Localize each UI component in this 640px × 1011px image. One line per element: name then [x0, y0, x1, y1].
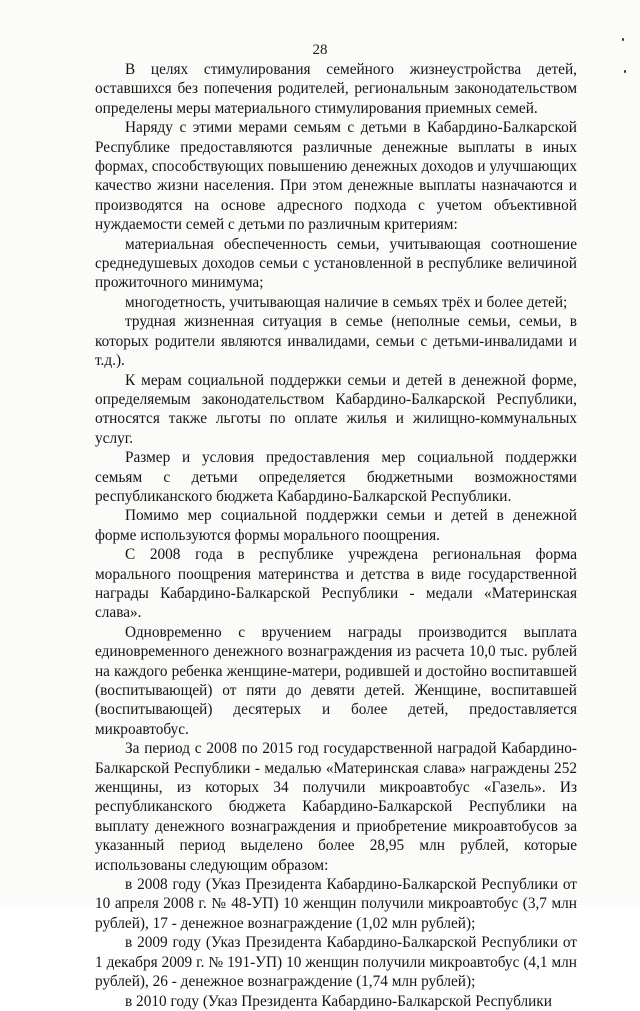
paragraph-foster-families: В целях стимулирования семейного жизнеустройства детей, оставшихся без попечения родителей, региональным законодательством определены меры материального стимулирования приемных семей.: [95, 61, 577, 117]
page-number: 28: [312, 42, 328, 58]
paragraph-awards-summary: За период с 2008 по 2015 год государственной наградой Кабардино-Балкарской Республики - медалью «Материнская слава» награждены 252 женщины, из которых 34 получили микроавтобус «Газель». Из республиканского бюджета Кабардино-Балкарской Республики на выплату денежного вознаграждения и приобретение микроавтобусов за указанный период выделено более 28,95 млн рублей, которые использованы следующим образом:: [95, 740, 577, 874]
paragraph-moral-encouragement: Помимо мер социальной поддержки семьи и детей в денежной форме используются формы морального поощрения.: [95, 507, 577, 544]
paragraph-criterion-large-family: многодетность, учитывающая наличие в семьях трёх и более детей;: [125, 293, 568, 311]
paragraph-lump-sum: Одновременно с вручением награды производится выплата единовременного денежного вознаграждения из расчета 10,0 тыс. рублей на каждого ребенка женщине-матери, родившей и достойно воспитавшей (воспитывающей) от пяти до девяти детей. Женщине, воспитавшей (воспитывающей) десятерых и более детей, предоставляется микроавтобус.: [95, 623, 577, 738]
paragraph-criterion-hardship: трудная жизненная ситуация в семье (неполные семьи, семьи, в которых родители являются инвалидами, семьи с детьми-инвалидами и т.д.).: [95, 313, 577, 370]
scan-speck: [622, 38, 624, 41]
paragraph-medal-established: С 2008 года в республике учреждена региональная форма морального поощрения материнства и детства в виде государственной награды Кабардино-Балкарской Республики - медали «Материнская слава».: [95, 546, 577, 622]
scan-speck: [624, 70, 626, 73]
paragraph-budget-conditions: Размер и условия предоставления мер социальной поддержки семьям с детьми определяется бюджетными возможностями республиканского бюджета Кабардино-Балкарской Республики.: [95, 449, 577, 505]
paragraph-cash-payments: Наряду с этими мерами семьям с детьми в Кабардино-Балкарской Республике предоставляются различные денежные выплаты в иных формах, способствующих повышению денежных доходов и улучшающих качество жизни населения. При этом денежные выплаты назначаются и производятся на основе адресного подхода с учетом объективной нуждаемости семей с детьми по различным критериям:: [95, 119, 577, 234]
paragraph-housing-benefits: К мерам социальной поддержки семьи и детей в денежной форме, определяемым законодательством Кабардино-Балкарской Республики, относятся также льготы по оплате жилья и жилищно-коммунальных услуг.: [95, 371, 577, 447]
paragraph-criterion-income: материальная обеспеченность семьи, учитывающая соотношение среднедушевых доходов семьи с установленной в республике величиной прожиточного минимума;: [95, 235, 577, 292]
paragraph-year-2008: в 2008 году (Указ Президента Кабардино-Балкарской Республики от 10 апреля 2008 г. № 48-УП) 10 женщин получили микроавтобус (3,7 млн рублей), 17 - денежное вознаграждение (1,02 млн рублей);: [95, 876, 577, 932]
paragraph-year-2010: в 2010 году (Указ Президента Кабардино-Балкарской Республики: [125, 992, 552, 1010]
paragraph-year-2009: в 2009 году (Указ Президента Кабардино-Балкарской Республики от 1 декабря 2009 г. № 191-УП) 10 женщин получили микроавтобус (4,1 млн рублей), 26 - денежное вознаграждение (1,74 млн рублей);: [95, 934, 577, 991]
body-text: [95, 60, 577, 1011]
